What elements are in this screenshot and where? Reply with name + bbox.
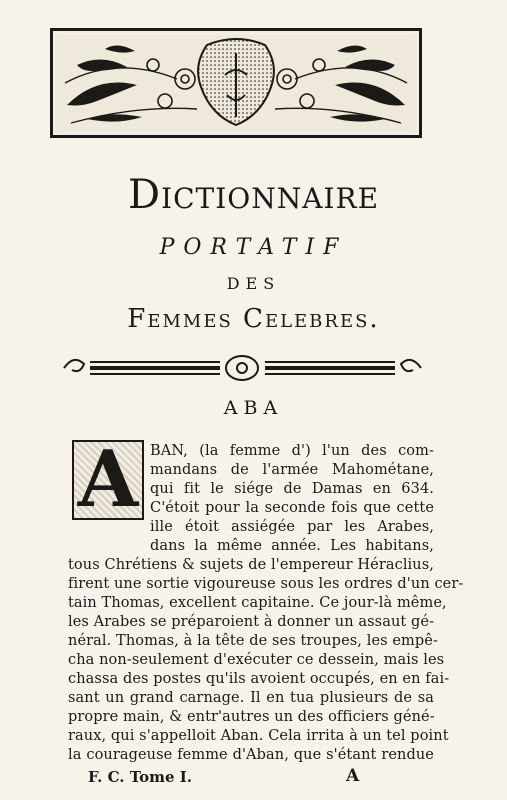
text-line: les Arabes se préparoient à donner un assaut gé- — [68, 614, 435, 630]
text-line: firent une sortie vigoureuse sous les ordres d'un cer- — [68, 576, 464, 592]
drop-cap — [72, 434, 144, 525]
ornamental-rule — [60, 350, 425, 386]
text-line: cha non-seulement d'exécuter ce dessein, mais les — [68, 652, 445, 668]
text-line: propre main, & entr'autres un des officiers géné- — [68, 709, 435, 725]
text-line: tain Thomas, excellent capitaine. Ce jour-là même, — [68, 595, 447, 611]
floral-ornament-icon — [57, 35, 415, 131]
scroll-rule-icon — [60, 350, 425, 386]
text-line: sant un grand carnage. Il en tua plusieurs de sa — [68, 690, 434, 706]
text-line: néral. Thomas, à la tête de ses troupes, les empê- — [68, 633, 438, 649]
text-line: dans la même année. Les habitans, — [150, 538, 434, 554]
text-line: tous Chrétiens & sujets de l'empereur Héraclius, — [68, 557, 434, 573]
text-line: ille étoit assiégée par les Arabes, — [150, 519, 434, 535]
ornamental-headpiece — [50, 28, 422, 138]
text-line: chassa des postes qu'ils avoient occupés, en en fai- — [68, 671, 450, 687]
signature-mark: F. C. Tome I. — [88, 768, 193, 786]
section-heading: ABA — [223, 397, 284, 419]
title-dictionnaire: Dictionnaire — [127, 172, 380, 218]
text-line: mandans de l'armée Mahométane, — [150, 462, 434, 478]
text-line: qui fit le siége de Damas en 634. — [150, 481, 434, 497]
title-portatif: PORTATIF — [159, 235, 348, 260]
text-line: la courageuse femme d'Aban, que s'étant rendue — [68, 747, 434, 763]
drop-cap-letter: A — [77, 434, 139, 525]
title-femmes-celebres: Femmes Celebres. — [127, 304, 380, 334]
text-line: raux, qui s'appelloit Aban. Cela irrita à un tel point — [68, 728, 449, 744]
text-line: C'étoit pour la seconde fois que cette — [150, 500, 434, 516]
title-des: DES — [226, 274, 281, 293]
text-line: BAN, (la femme d') l'un des com- — [150, 443, 434, 459]
gathering-signature-letter: A — [346, 766, 360, 786]
